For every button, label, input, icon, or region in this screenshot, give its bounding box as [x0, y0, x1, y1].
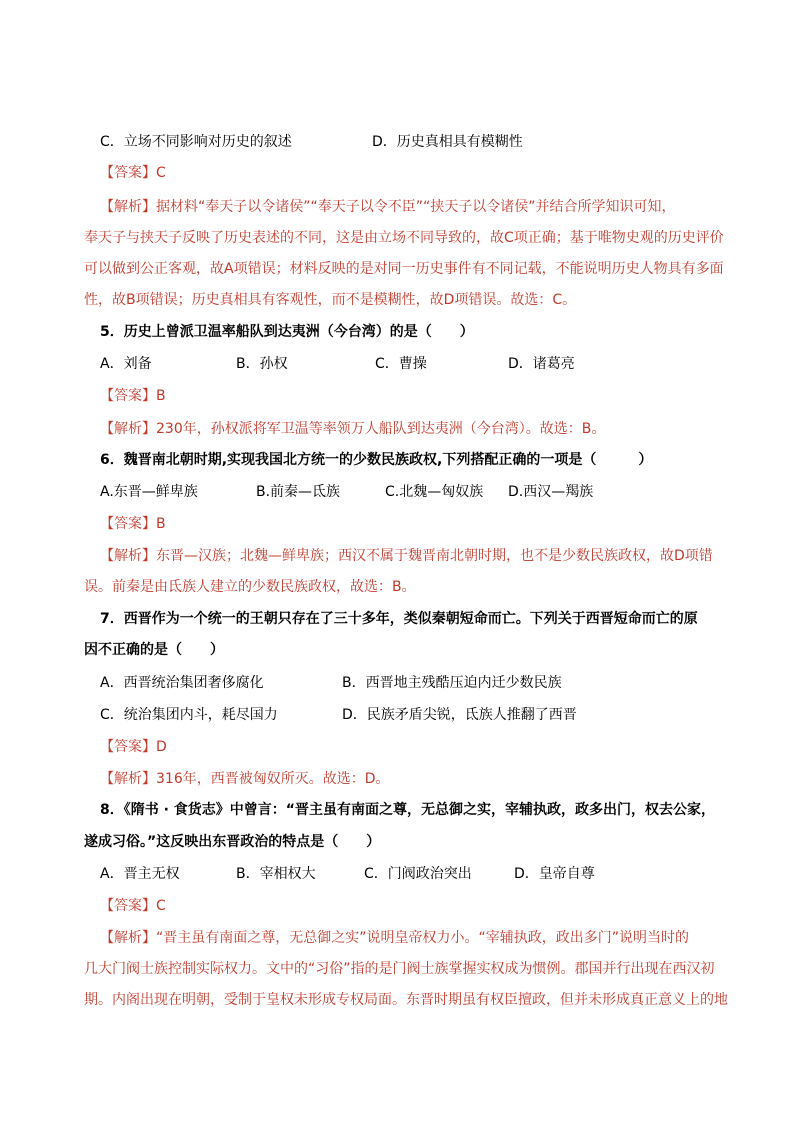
answer-label: 【答案】 — [100, 165, 156, 181]
q7-question-line: 7．西晋作为一个统一的王朝只存在了三十多年，类似秦朝短命而亡。下列关于西晋短命而亡的原 — [100, 611, 698, 627]
q4-analysis-line: 可以做到公正客观，故A项错误；材料反映的是对同一历史事件有不同记载，不能说明历史人物具有多面 — [84, 261, 724, 277]
answer-label: 【答案】 — [100, 388, 156, 404]
q5-option-c: C．曹操 — [375, 356, 427, 372]
analysis-label: 【解析】 — [100, 421, 156, 437]
q6-question: 6．魏晋南北朝时期,实现我国北方统一的少数民族政权,下列搭配正确的一项是（ ） — [100, 452, 653, 468]
answer-label: 【答案】 — [100, 898, 156, 914]
q6-option-d: D.西汉—羯族 — [508, 484, 594, 500]
q8-option-b: B．宰相权大 — [236, 866, 316, 882]
answer-label: 【答案】 — [100, 739, 156, 755]
q8-analysis-line: 期。内阁出现在明朝，受制于皇权未形成专权局面。东晋时期虽有权臣擅政，但并未形成真正意义上的地 — [84, 992, 728, 1008]
q8-question-line: 8．《隋书 · 食货志》中曾言：“晋主虽有南面之尊，无总御之实，宰辅执政，政多出门，权去公家， — [100, 802, 716, 818]
q6-answer — [100, 514, 166, 534]
analysis-label: 【解析】 — [100, 771, 156, 787]
q4-option-d: D．历史真相具有模糊性 — [372, 134, 523, 150]
q7-option-c: C．统治集团内斗，耗尽国力 — [100, 707, 278, 723]
q8-analysis-line: 几大门阀士族控制实际权力。文中的“习俗”指的是门阀士族掌握实权成为惯例。郡国并行出现在西汉初 — [84, 961, 715, 977]
q7-option-d: D．民族矛盾尖锐，氐族人推翻了西晋 — [342, 707, 577, 723]
answer-label: 【答案】 — [100, 516, 156, 532]
q8-answer — [100, 896, 166, 916]
q5-option-a: A．刘备 — [100, 356, 152, 372]
q8-question-line: 遂成习俗。”这反映出东晋政治的特点是（ ） — [84, 834, 381, 850]
q8-option-d: D．皇帝自尊 — [514, 866, 595, 882]
q5-option-b: B．孙权 — [236, 356, 288, 372]
q4-analysis-line: 奉天子与挟天子反映了历史表述的不同，这是由立场不同导致的，故C项正确；基于唯物史观的历史评价 — [84, 230, 724, 246]
q6-option-b: B.前秦—氐族 — [256, 484, 341, 500]
analysis-label: 【解析】 — [100, 548, 156, 564]
q6-analysis-line: 误。前秦是由氐族人建立的少数民族政权，故选：B。 — [84, 579, 416, 595]
answer-value: B — [156, 388, 166, 404]
q7-option-b: B．西晋地主残酷压迫内迁少数民族 — [342, 675, 562, 691]
q5-answer — [100, 386, 166, 406]
answer-value: D — [156, 739, 167, 755]
q7-question-line: 因不正确的是（ ） — [84, 642, 224, 658]
q5-option-d: D．诸葛亮 — [508, 356, 575, 372]
analysis-label: 【解析】 — [100, 930, 156, 946]
q8-analysis-line: 【解析】“晋主虽有南面之尊，无总御之实”说明皇帝权力小。“宰辅执政，政出多门”说明当时的 — [100, 930, 690, 946]
q4-answer — [100, 163, 166, 183]
q7-option-a: A．西晋统治集团奢侈腐化 — [100, 675, 264, 691]
q5-analysis: 【解析】230年，孙权派将军卫温等率领万人船队到达夷洲（今台湾）。故选：B。 — [100, 421, 606, 437]
q8-option-c: C．门阀政治突出 — [364, 866, 472, 882]
q8-option-a: A．晋主无权 — [100, 866, 180, 882]
q6-option-c: C.北魏—匈奴族 — [385, 484, 484, 500]
q7-analysis: 【解析】316年，西晋被匈奴所灭。故选：D。 — [100, 771, 390, 787]
q7-answer — [100, 737, 167, 757]
answer-value: B — [156, 516, 166, 532]
q4-analysis-line: 【解析】据材料“奉天子以令诸侯”“奉天子以令不臣”“挟天子以令诸侯”并结合所学知识可知， — [100, 199, 676, 215]
q4-analysis-line: 性，故B项错误；历史真相具有客观性，而不是模糊性，故D项错误。故选：C。 — [84, 292, 577, 308]
q5-question: 5．历史上曾派卫温率船队到达夷洲（今台湾）的是（ ） — [100, 324, 474, 340]
q6-analysis-line: 【解析】东晋—汉族；北魏—鲜卑族；西汉不属于魏晋南北朝时期，也不是少数民族政权，故D项错 — [100, 548, 713, 564]
analysis-label: 【解析】 — [100, 199, 156, 215]
q4-option-c: C．立场不同影响对历史的叙述 — [100, 134, 292, 150]
answer-value: C — [156, 898, 166, 914]
q6-option-a: A.东晋—鲜卑族 — [100, 484, 198, 500]
answer-value: C — [156, 165, 166, 181]
